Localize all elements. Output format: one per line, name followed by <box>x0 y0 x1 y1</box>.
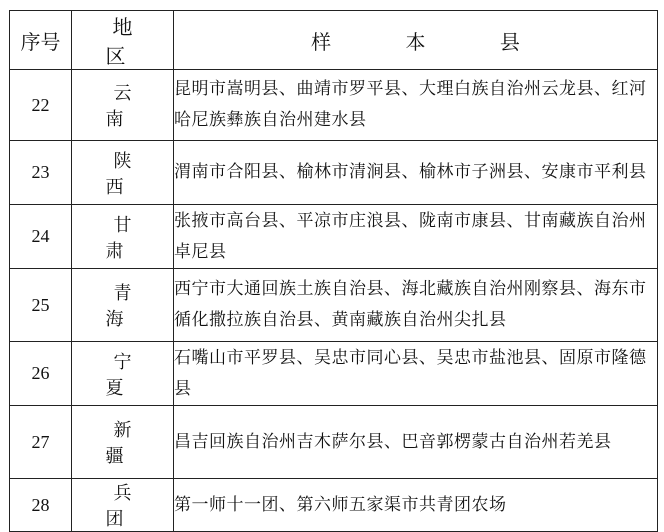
row-sample-counties: 第一师十一团、第六师五家渠市共青团农场 <box>174 479 658 532</box>
table-row <box>10 141 658 205</box>
row-region: 陕 西 <box>72 141 174 205</box>
row-region: 云 南 <box>72 70 174 141</box>
row-sample-counties: 石嘴山市平罗县、吴忠市同心县、吴忠市盐池县、固原市隆德县 <box>174 342 658 406</box>
row-region: 宁 夏 <box>72 342 174 406</box>
table-row <box>10 205 658 269</box>
header-serial-number: 序号 <box>10 11 72 70</box>
row-serial-number: 25 <box>10 269 72 342</box>
row-region: 青 海 <box>72 269 174 342</box>
row-sample-counties: 昆明市嵩明县、曲靖市罗平县、大理白族自治州云龙县、红河哈尼族彝族自治州建水县 <box>174 70 658 141</box>
table-row <box>10 70 658 141</box>
sample-county-table <box>9 10 658 532</box>
row-sample-counties: 张掖市高台县、平凉市庄浪县、陇南市康县、甘南藏族自治州卓尼县 <box>174 205 658 269</box>
table-row <box>10 479 658 532</box>
row-serial-number: 28 <box>10 479 72 532</box>
row-serial-number: 23 <box>10 141 72 205</box>
row-region: 新 疆 <box>72 406 174 479</box>
header-row <box>10 11 658 70</box>
row-sample-counties: 昌吉回族自治州吉木萨尔县、巴音郭楞蒙古自治州若羌县 <box>174 406 658 479</box>
table-row <box>10 269 658 342</box>
row-region: 甘 肃 <box>72 205 174 269</box>
row-sample-counties: 西宁市大通回族土族自治县、海北藏族自治州刚察县、海东市循化撒拉族自治县、黄南藏族自治州尖扎县 <box>174 269 658 342</box>
row-serial-number: 27 <box>10 406 72 479</box>
table-row <box>10 342 658 406</box>
row-serial-number: 24 <box>10 205 72 269</box>
row-serial-number: 26 <box>10 342 72 406</box>
row-serial-number: 22 <box>10 70 72 141</box>
row-region: 兵 团 <box>72 479 174 532</box>
header-sample-counties: 样 本 县 <box>174 11 658 70</box>
table-row <box>10 406 658 479</box>
row-sample-counties: 渭南市合阳县、榆林市清涧县、榆林市子洲县、安康市平利县 <box>174 141 658 205</box>
header-region: 地 区 <box>72 11 174 70</box>
